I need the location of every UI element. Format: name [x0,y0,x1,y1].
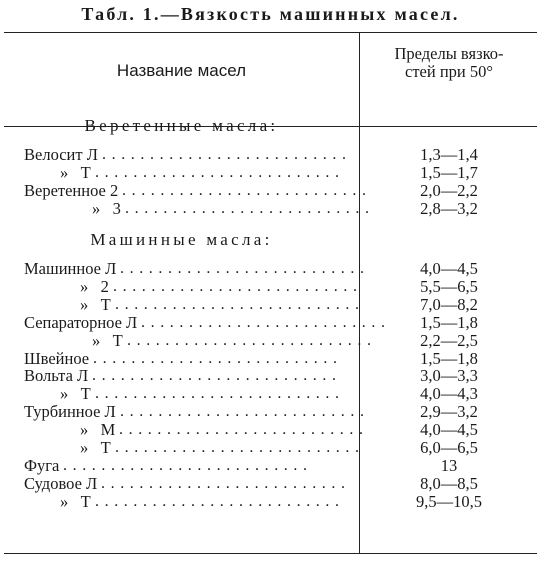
table-row [4,313,537,332]
table-row [4,384,537,403]
oil-name: » Т [60,162,91,182]
viscosity-value: 2,2—2,5 [420,330,478,350]
leader-dots: .......................... [95,385,345,403]
table-row [4,438,537,457]
table-row [4,456,537,475]
table-row [4,420,537,439]
oil-name: Турбинное Л [24,402,116,422]
viscosity-value: 13 [440,455,458,475]
viscosity-value: 3,0—3,3 [420,366,478,386]
table-row [4,181,537,200]
viscosity-table [4,32,537,554]
leader-dots: .......................... [120,260,370,277]
table-row [4,199,537,218]
leader-dots: .......................... [120,403,370,421]
section-title: Веретенные масла: [84,116,279,135]
leader-dots: .......................... [92,367,342,385]
oil-name: Велосит Л [24,145,98,164]
viscosity-value: 2,0—2,2 [420,180,478,200]
viscosity-value: 1,5—1,8 [420,348,478,368]
leader-dots: .......................... [102,146,352,163]
viscosity-value: 8,0—8,5 [420,473,478,493]
viscosity-value: 4,0—4,3 [420,384,478,404]
leader-dots: .......................... [127,331,377,349]
oil-name: » 2 [80,276,109,296]
oil-name: Сепараторное Л [24,312,138,332]
viscosity-value: 9,5—10,5 [416,491,482,511]
oil-name: » Т [60,384,91,404]
oil-name: » Т [92,330,123,350]
oil-name: Вольта Л [24,366,89,386]
viscosity-value: 1,5—1,8 [420,312,478,332]
leader-dots: .......................... [115,439,365,456]
oil-name: Фуга [24,455,60,475]
viscosity-value: 4,0—4,5 [420,259,478,278]
table-row [4,295,537,314]
section-title: Машинные масла: [90,230,273,249]
table-row [4,259,537,278]
table-title: Табл. 1.—Вязкость машинных масел. [81,4,460,24]
oil-name: Машинное Л [24,259,117,278]
viscosity-value: 2,8—3,2 [420,198,478,218]
viscosity-value: 5,5—6,5 [420,276,478,296]
leader-dots: .......................... [115,295,365,313]
oil-name: Веретенное 2 [24,180,119,200]
viscosity-value: 4,0—4,5 [420,420,478,440]
viscosity-value: 6,0—6,5 [420,438,478,457]
viscosity-value: 2,9—3,2 [420,402,478,422]
column-header-range-line2: стей при 50° [405,62,493,81]
table-row [4,366,537,385]
table-row [4,474,537,493]
leader-dots: .......................... [113,277,363,295]
leader-dots: .......................... [101,474,351,492]
viscosity-value: 7,0—8,2 [420,294,478,314]
leader-dots: .......................... [95,163,345,181]
oil-name: » Т [60,491,91,511]
table-row [4,145,537,164]
leader-dots: .......................... [95,492,345,510]
oil-name: Судовое Л [24,473,98,493]
leader-dots: .......................... [63,456,313,474]
table-row [4,349,537,368]
table-row [4,402,537,421]
leader-dots: .......................... [122,181,372,199]
column-header-range [361,45,537,81]
viscosity-value: 1,5—1,7 [420,162,478,182]
oil-name: Швейное [24,348,90,368]
oil-name: » Т [80,438,111,457]
table-row [4,277,537,296]
column-header-range-line1: Пределы вязко- [394,44,504,63]
oil-name: » Т [80,294,111,314]
leader-dots: .......................... [141,313,391,331]
leader-dots: .......................... [119,421,369,439]
leader-dots: .......................... [125,199,375,217]
table-row [4,492,537,511]
oil-name: » М [80,420,116,440]
table-row [4,331,537,350]
leader-dots: .......................... [93,349,343,367]
table-row [4,163,537,182]
viscosity-value: 1,3—1,4 [420,145,478,164]
column-header-name: Название масел [116,61,247,80]
oil-name: » 3 [92,198,121,218]
